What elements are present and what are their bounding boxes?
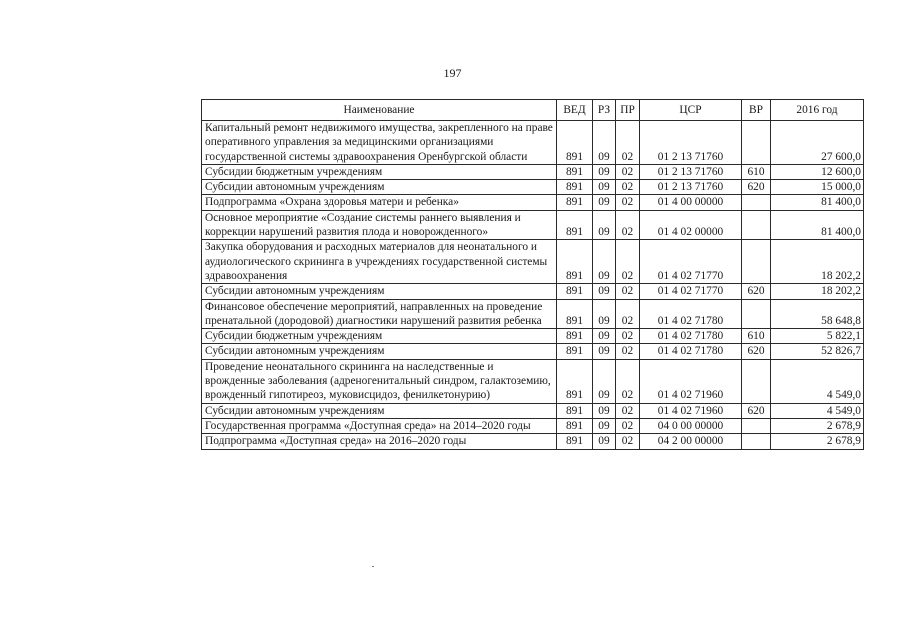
cell-csr: 01 4 02 71960 <box>640 403 742 418</box>
cell-rz: 09 <box>593 359 616 403</box>
header-ved: ВЕД <box>557 100 593 121</box>
cell-csr: 01 4 02 71780 <box>640 329 742 344</box>
cell-pr: 02 <box>616 299 640 329</box>
cell-ved: 891 <box>557 434 593 449</box>
cell-rz: 09 <box>593 299 616 329</box>
cell-ved: 891 <box>557 403 593 418</box>
header-amount: 2016 год <box>771 100 864 121</box>
cell-csr: 01 4 02 71770 <box>640 284 742 299</box>
cell-vr: 620 <box>742 344 771 359</box>
cell-csr: 01 2 13 71760 <box>640 180 742 195</box>
cell-ved: 891 <box>557 359 593 403</box>
budget-table <box>201 99 864 450</box>
cell-name: Субсидии автономным учреждениям <box>202 180 557 195</box>
cell-amount: 27 600,0 <box>771 121 864 165</box>
cell-name: Субсидии автономным учреждениям <box>202 403 557 418</box>
table-row <box>202 240 864 284</box>
table-row <box>202 359 864 403</box>
cell-ved: 891 <box>557 240 593 284</box>
table-row <box>202 329 864 344</box>
table-body <box>202 121 864 450</box>
cell-rz: 09 <box>593 240 616 284</box>
cell-rz: 09 <box>593 418 616 433</box>
cell-amount: 4 549,0 <box>771 359 864 403</box>
cell-vr <box>742 418 771 433</box>
footer-mark <box>372 566 374 567</box>
cell-ved: 891 <box>557 299 593 329</box>
cell-ved: 891 <box>557 210 593 240</box>
cell-amount: 15 000,0 <box>771 180 864 195</box>
cell-name: Государственная программа «Доступная среда» на 2014–2020 годы <box>202 418 557 433</box>
cell-vr <box>742 359 771 403</box>
cell-name: Финансовое обеспечение мероприятий, направленных на проведение пренатальной (дородовой) диагностики нарушений развития ребенка <box>202 299 557 329</box>
cell-name: Субсидии автономным учреждениям <box>202 284 557 299</box>
cell-pr: 02 <box>616 164 640 179</box>
cell-rz: 09 <box>593 195 616 210</box>
cell-pr: 02 <box>616 210 640 240</box>
cell-pr: 02 <box>616 418 640 433</box>
cell-ved: 891 <box>557 329 593 344</box>
table-row <box>202 299 864 329</box>
cell-rz: 09 <box>593 210 616 240</box>
cell-csr: 04 2 00 00000 <box>640 434 742 449</box>
cell-vr <box>742 210 771 240</box>
table-row <box>202 180 864 195</box>
cell-csr: 01 2 13 71760 <box>640 121 742 165</box>
cell-pr: 02 <box>616 121 640 165</box>
cell-vr <box>742 195 771 210</box>
cell-csr: 01 4 02 71960 <box>640 359 742 403</box>
cell-vr <box>742 121 771 165</box>
cell-rz: 09 <box>593 344 616 359</box>
cell-ved: 891 <box>557 344 593 359</box>
cell-vr <box>742 240 771 284</box>
cell-ved: 891 <box>557 418 593 433</box>
header-pr: ПР <box>616 100 640 121</box>
table-row <box>202 121 864 165</box>
header-vr: ВР <box>742 100 771 121</box>
cell-ved: 891 <box>557 180 593 195</box>
cell-pr: 02 <box>616 240 640 284</box>
cell-rz: 09 <box>593 164 616 179</box>
cell-vr: 620 <box>742 403 771 418</box>
cell-name: Закупка оборудования и расходных материалов для неонатального и аудиологического скрининга в учреждениях государственной системы здравоохранения <box>202 240 557 284</box>
cell-csr: 01 2 13 71760 <box>640 164 742 179</box>
cell-rz: 09 <box>593 121 616 165</box>
cell-ved: 891 <box>557 195 593 210</box>
cell-csr: 01 4 02 71780 <box>640 344 742 359</box>
cell-name: Капитальный ремонт недвижимого имущества, закрепленного на праве оперативного управления за медицинскими организациями государственной системы здравоохранения Оренбургской области <box>202 121 557 165</box>
cell-name: Субсидии автономным учреждениям <box>202 344 557 359</box>
cell-amount: 2 678,9 <box>771 434 864 449</box>
cell-vr <box>742 434 771 449</box>
cell-name: Субсидии бюджетным учреждениям <box>202 164 557 179</box>
cell-name: Субсидии бюджетным учреждениям <box>202 329 557 344</box>
cell-pr: 02 <box>616 434 640 449</box>
header-csr: ЦСР <box>640 100 742 121</box>
cell-amount: 81 400,0 <box>771 210 864 240</box>
header-name: Наименование <box>202 100 557 121</box>
cell-pr: 02 <box>616 344 640 359</box>
cell-vr: 620 <box>742 284 771 299</box>
cell-rz: 09 <box>593 284 616 299</box>
table-row <box>202 284 864 299</box>
cell-name: Основное мероприятие «Создание системы раннего выявления и коррекции нарушений развития плода и новорожденного» <box>202 210 557 240</box>
cell-vr: 610 <box>742 164 771 179</box>
cell-name: Подпрограмма «Доступная среда» на 2016–2020 годы <box>202 434 557 449</box>
cell-amount: 52 826,7 <box>771 344 864 359</box>
cell-vr: 610 <box>742 329 771 344</box>
cell-csr: 01 4 02 00000 <box>640 210 742 240</box>
cell-vr <box>742 299 771 329</box>
cell-vr: 620 <box>742 180 771 195</box>
table-row <box>202 434 864 449</box>
cell-name: Подпрограмма «Охрана здоровья матери и ребенка» <box>202 195 557 210</box>
cell-amount: 81 400,0 <box>771 195 864 210</box>
cell-csr: 01 4 00 00000 <box>640 195 742 210</box>
cell-amount: 2 678,9 <box>771 418 864 433</box>
cell-rz: 09 <box>593 329 616 344</box>
cell-csr: 01 4 02 71780 <box>640 299 742 329</box>
table-row <box>202 403 864 418</box>
cell-pr: 02 <box>616 284 640 299</box>
table-row <box>202 210 864 240</box>
cell-amount: 4 549,0 <box>771 403 864 418</box>
cell-ved: 891 <box>557 164 593 179</box>
cell-pr: 02 <box>616 180 640 195</box>
page-number: 197 <box>443 66 462 80</box>
cell-amount: 5 822,1 <box>771 329 864 344</box>
table-row <box>202 195 864 210</box>
cell-rz: 09 <box>593 180 616 195</box>
cell-amount: 12 600,0 <box>771 164 864 179</box>
table-row <box>202 344 864 359</box>
cell-amount: 18 202,2 <box>771 240 864 284</box>
table-row <box>202 418 864 433</box>
cell-ved: 891 <box>557 121 593 165</box>
cell-pr: 02 <box>616 195 640 210</box>
cell-csr: 01 4 02 71770 <box>640 240 742 284</box>
cell-amount: 58 648,8 <box>771 299 864 329</box>
cell-rz: 09 <box>593 434 616 449</box>
table-header-row <box>202 100 864 121</box>
table-row <box>202 164 864 179</box>
cell-pr: 02 <box>616 329 640 344</box>
cell-csr: 04 0 00 00000 <box>640 418 742 433</box>
cell-ved: 891 <box>557 284 593 299</box>
cell-rz: 09 <box>593 403 616 418</box>
cell-pr: 02 <box>616 403 640 418</box>
cell-name: Проведение неонатального скрининга на наследственные и врожденные заболевания (адреногенитальный синдром, галактоземию, врожденный гипотиреоз, муковисцидоз, фенилкетонурию) <box>202 359 557 403</box>
cell-pr: 02 <box>616 359 640 403</box>
header-rz: РЗ <box>593 100 616 121</box>
cell-amount: 18 202,2 <box>771 284 864 299</box>
